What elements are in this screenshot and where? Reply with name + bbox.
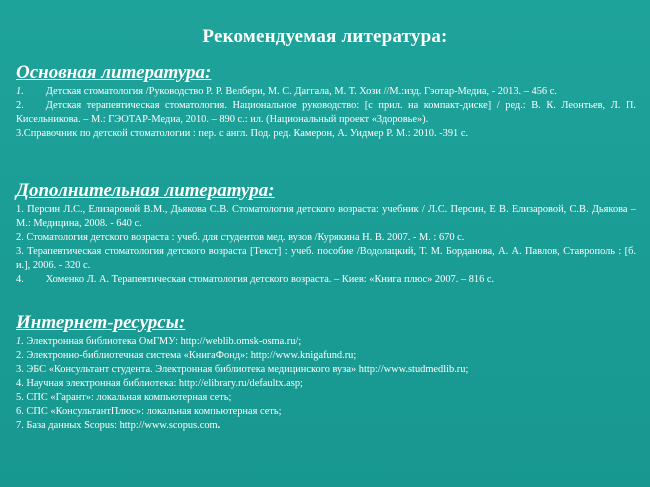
item-number: 3. — [16, 128, 24, 139]
item-text: Терапевтическая стоматология детского возраста [Текст] : учеб. пособие /Водолацкий, Т. М. Борданова, А. А. Павлов, Ставрополь : [б. и.], 2006. - 320 с. — [16, 246, 636, 271]
item-text: Электронно-библиотечная система «КнигаФонд»: http://www.knigafund.ru; — [26, 350, 357, 361]
item-text: СПС «КонсультантПлюс»: локальная компьютерная сеть; — [26, 406, 282, 417]
main-literature-heading: Основная литература: — [16, 62, 212, 83]
main-literature-section — [16, 63, 636, 141]
list-item — [16, 377, 636, 391]
list-item — [16, 405, 636, 419]
item-number: 7. — [16, 420, 24, 431]
internet-resources-list — [16, 335, 636, 433]
main-literature-list — [16, 85, 636, 141]
extra-literature-list — [16, 203, 636, 287]
item-number: 5. — [16, 392, 24, 403]
list-item — [16, 245, 636, 273]
item-number: 1. — [16, 204, 24, 215]
list-item — [16, 335, 636, 349]
item-text: Научная электронная библиотека: http://elibrary.ru/defaultx.asp; — [26, 378, 303, 389]
item-text: База данных Scopus: http://www.scopus.com — [26, 420, 218, 431]
item-number: 3. — [16, 246, 24, 257]
item-number: 3. — [16, 364, 24, 375]
list-item — [16, 363, 636, 377]
item-text: Детская стоматология /Руководство Р. Р. Велбери, М. С. Даггала, М. Т. Хози //М.:изд. Гэотар-Медиа, - 2013. – 456 с. — [45, 86, 557, 97]
item-number: 1. — [16, 86, 24, 97]
item-text: Справочник по детской стоматологии : пер. с англ. Под. ред. Камерон, А. Уидмер Р. М.: 2010. -391 с. — [23, 128, 469, 139]
item-text: Персин Л.С., Елизаровой В.М., Дьякова С.В. Стоматология детского возраста: учебник / Л.С. Персин, Е В. Елизаровой, С.В. Дьякова – М.: Медицина, 2008. - 640 с. — [16, 204, 636, 229]
item-text: Стоматология детского возраста : учеб. для студентов мед. вузов /Курякина Н. В. 2007. - М. : 670 с. — [26, 232, 465, 243]
item-text: Хоменко Л. А. Терапевтическая стоматология детского возраста. – Киев: «Книга плюс» 2007. – 816 с. — [45, 274, 495, 285]
list-item — [16, 127, 636, 141]
item-text: Электронная библиотека ОмГМУ: http://weblib.omsk-osma.ru/; — [26, 336, 302, 347]
list-item — [16, 349, 636, 363]
item-number: 2. — [16, 100, 24, 111]
item-number: 6. — [16, 406, 24, 417]
item-text: Детская терапевтическая стоматология. Национальное руководство: [с прил. на компакт-диске] / ред.: В. К. Леонтьев, Л. П. Кисельникова. – М.: ГЭОТАР-Медиа, 2010. – 890 с.: ил. (Национальный проект «Здоровье»). — [16, 100, 636, 125]
item-number: 2. — [16, 350, 24, 361]
list-item — [16, 231, 636, 245]
item-text: ЭБС «Консультант студента. Электронная библиотека медицинского вуза» http://www.studmedlib.ru; — [26, 364, 469, 375]
extra-literature-heading: Дополнительная литература: — [16, 180, 275, 201]
item-number: 1. — [16, 336, 24, 347]
list-item — [16, 85, 636, 99]
item-end-dot: . — [217, 420, 221, 431]
list-item — [16, 419, 636, 433]
item-text: СПС «Гарант»: локальная компьютерная сеть; — [26, 392, 232, 403]
item-number: 4. — [16, 274, 24, 285]
item-number: 4. — [16, 378, 24, 389]
extra-literature-section — [16, 181, 636, 287]
list-item — [16, 391, 636, 405]
list-item — [16, 99, 636, 127]
item-number: 2. — [16, 232, 24, 243]
list-item — [16, 203, 636, 231]
internet-resources-section — [16, 313, 636, 433]
internet-resources-heading: Интернет-ресурсы: — [16, 312, 186, 333]
slide-title: Рекомендуемая литература: — [202, 26, 448, 47]
list-item — [16, 273, 636, 287]
